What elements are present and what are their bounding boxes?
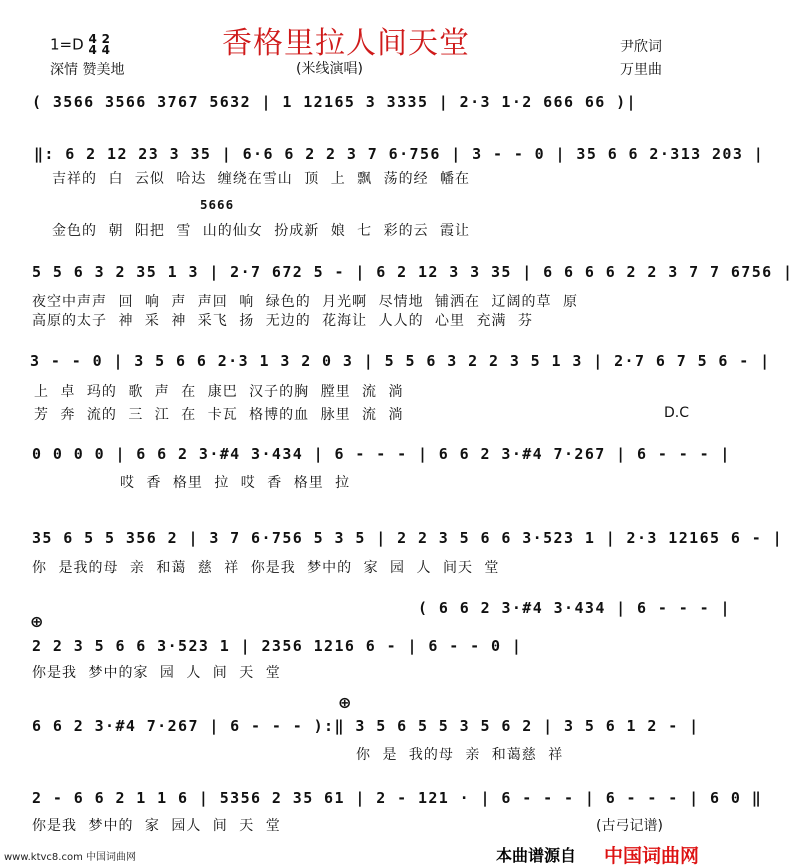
coda-icon: ⊕ — [338, 693, 352, 712]
lyric-line: 哎 香 格里 拉 哎 香 格里 拉 — [120, 475, 351, 491]
staff-chorus-3: 2 2 3 5 6 6 3·523 1 | 2356 1216 6 - | 6 - - 0 | — [32, 637, 523, 655]
transcriber: (古弓记谱) — [596, 818, 663, 834]
site-name: 中国词曲网 — [604, 845, 700, 867]
staff-chorus-1: 0 0 0 0 | 6 6 2 3·#4 3·434 | 6 - - - | 6 6 2 3·#4 7·267 | 6 - - - | — [32, 445, 731, 463]
lyric-line: 你 是我的母 亲 和蔼 慈 祥 你是我 梦中的 家 园 人 间天 堂 — [32, 560, 500, 576]
alt-notes: 5666 — [200, 197, 235, 212]
lyric-line: 上 卓 玛的 歌 声 在 康巴 汉子的胸 膛里 流 淌 — [34, 384, 404, 400]
dc-mark: D.C — [664, 405, 690, 421]
staff-intro: ( 3566 3566 3767 5632 | 1 12165 3 3335 | 2·3 1·2 666 66 )| — [32, 93, 637, 111]
staff-coda-2: 2 - 6 6 2 1 1 6 | 5356 2 35 61 | 2 - 121 · | 6 - - - | 6 - - - | 6 0 ‖ — [32, 789, 763, 807]
lyric-line: 吉祥的 白 云似 哈达 缠绕在雪山 顶 上 飘 荡的经 幡在 — [52, 171, 471, 187]
time-signature-4-4: 4 4 — [88, 32, 97, 57]
staff-coda-1: 6 6 2 3·#4 7·267 | 6 - - - ):‖ 3 5 6 5 5 3 5 6 2 | 3 5 6 1 2 - | — [32, 717, 700, 735]
lyric-line: 你是我 梦中的 家 园人 间 天 堂 — [32, 818, 281, 834]
lyric-line: 夜空中声声 回 响 声 声回 响 绿色的 月光啊 尽情地 铺洒在 辽阔的草 原 — [32, 294, 578, 310]
lyric-line: 芳 奔 流的 三 江 在 卡瓦 格博的血 脉里 流 淌 — [34, 407, 404, 423]
song-title: 香格里拉人间天堂 — [222, 26, 470, 61]
tempo-mark: 深情 赞美地 — [50, 62, 125, 78]
lyric-line: 金色的 朝 阳把 雪 山的仙女 扮成新 娘 七 彩的云 霞让 — [52, 223, 471, 239]
lyric-line: 高原的太子 神 采 神 采飞 扬 无边的 花海让 人人的 心里 充满 芬 — [32, 313, 533, 329]
time-signature-2-4: 2 4 — [101, 32, 110, 57]
lyric-line: 你 是 我的母 亲 和蔼慈 祥 — [356, 747, 564, 763]
coda-icon: ⊕ — [30, 612, 44, 631]
staff-verse-3: 3 - - 0 | 3 5 6 6 2·3 1 3 2 0 3 | 5 5 6 3 2 2 3 5 1 3 | 2·7 6 7 5 6 - | — [30, 352, 771, 370]
composer: 万里曲 — [620, 62, 662, 78]
staff-verse-2: 5 5 6 3 2 35 1 3 | 2·7 672 5 - | 6 2 12 3 3 35 | 6 6 6 6 2 2 3 7 7 6756 | — [32, 263, 793, 281]
staff-repeat-prefix: ( 6 6 2 3·#4 3·434 | 6 - - - | — [418, 599, 731, 617]
lyricist: 尹欣词 — [620, 39, 662, 55]
source-label: 本曲谱源自 — [496, 846, 577, 865]
staff-verse-1: ‖: 6 2 12 23 3 35 | 6·6 6 2 2 3 7 6·756 | 3 - - 0 | 35 6 6 2·313 203 | — [34, 145, 765, 163]
site-watermark: www.ktvc8.com 中国词曲网 — [4, 852, 137, 863]
performer: (米线演唱) — [296, 61, 363, 77]
key-signature: 1=D 4 4 2 4 — [50, 32, 110, 57]
staff-chorus-2: 35 6 5 5 356 2 | 3 7 6·756 5 3 5 | 2 2 3 5 6 6 3·523 1 | 2·3 12165 6 - | — [32, 529, 784, 547]
lyric-line: 你是我 梦中的家 园 人 间 天 堂 — [32, 665, 281, 681]
